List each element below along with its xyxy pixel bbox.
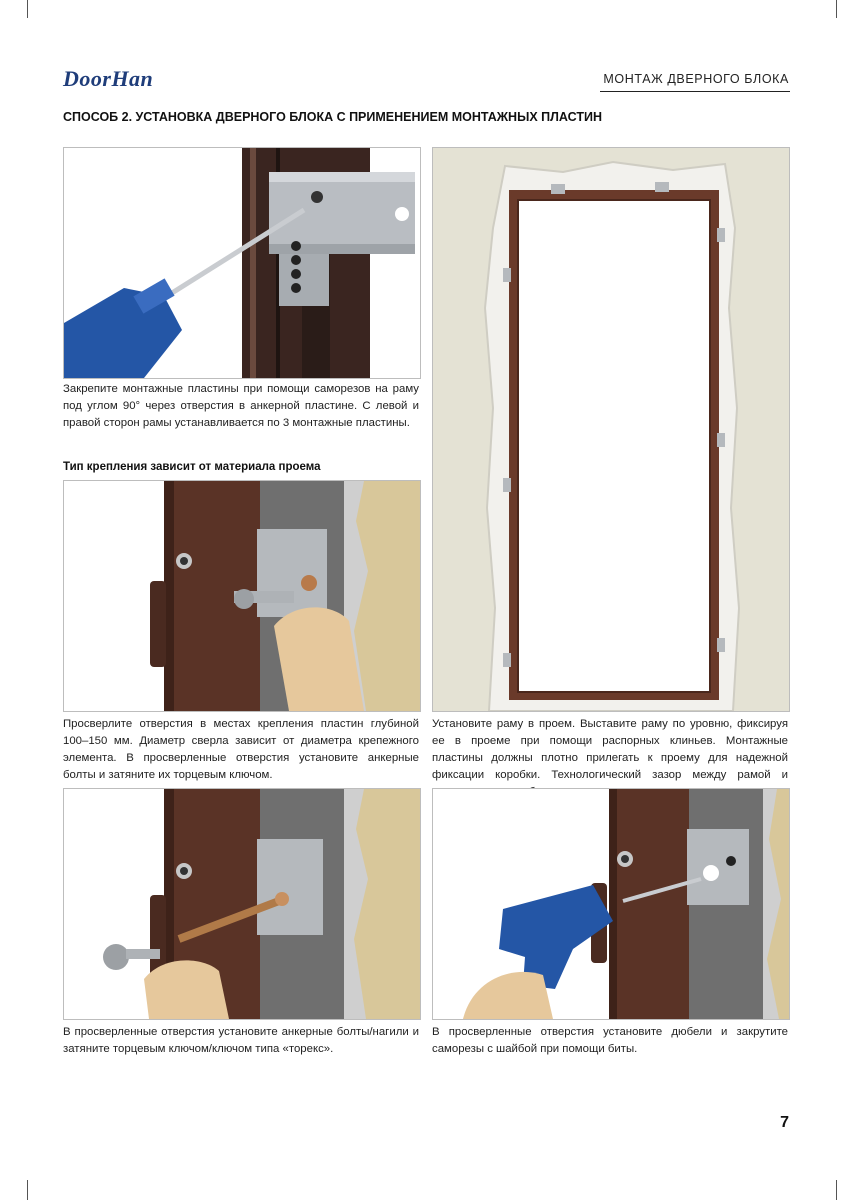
caption-step1: Закрепите монтажные пластины при помощи саморезов на раму под углом 90° через отверстия в анкерной пластине. С левой и правой сторон рамы устанавливается по 3 монтажные пластины. xyxy=(63,383,419,429)
caption-step3: В просверленные отверстия установите анкерные болты/нагили и затяните торцевым ключом/ключом типа «торекс». xyxy=(63,1026,419,1055)
subheading-fastening-type: Тип крепления зависит от материала проема xyxy=(63,461,321,473)
photo-anchor-wrench xyxy=(63,480,421,712)
header-divider xyxy=(600,91,790,92)
crop-mark-bottom-right xyxy=(836,1180,837,1200)
caption-frame: Установите раму в проем. Выставите раму по уровню, фиксируя ее в проеме при помощи распорных клиньев. Монтажные пластины должны плотно прилегать к проему для надежной фиксации коробки. Технологический зазор между рамой и xyxy=(432,718,788,781)
photo-frame-in-opening xyxy=(432,147,790,712)
brand-logo: DoorHan xyxy=(63,66,154,91)
crop-mark-bottom-left xyxy=(27,1180,28,1200)
section-title: СПОСОБ 2. УСТАНОВКА ДВЕРНОГО БЛОКА С ПРИМЕНЕНИЕМ МОНТАЖНЫХ ПЛАСТИН xyxy=(63,110,602,124)
page-number: 7 xyxy=(780,1114,789,1131)
header-title: МОНТАЖ ДВЕРНОГО БЛОКА xyxy=(603,72,789,86)
photo-plate-screwing xyxy=(63,147,421,379)
caption-step2: Просверлите отверстия в местах крепления пластин глубиной 100–150 мм. Диаметр сверла зависит от диаметра крепежного элемента. В просверленные отверстия установите анкерные болты и затяните их торцевым ключом. xyxy=(63,718,419,781)
photo-anchor-bolt xyxy=(63,788,421,1020)
crop-mark-top-left xyxy=(27,0,28,18)
photo-dowel-drilling xyxy=(432,788,790,1020)
caption-step4: В просверленные отверстия установите дюбели и закрутите саморезы с шайбой при помощи биты. xyxy=(432,1026,788,1055)
crop-mark-top-right xyxy=(836,0,837,18)
